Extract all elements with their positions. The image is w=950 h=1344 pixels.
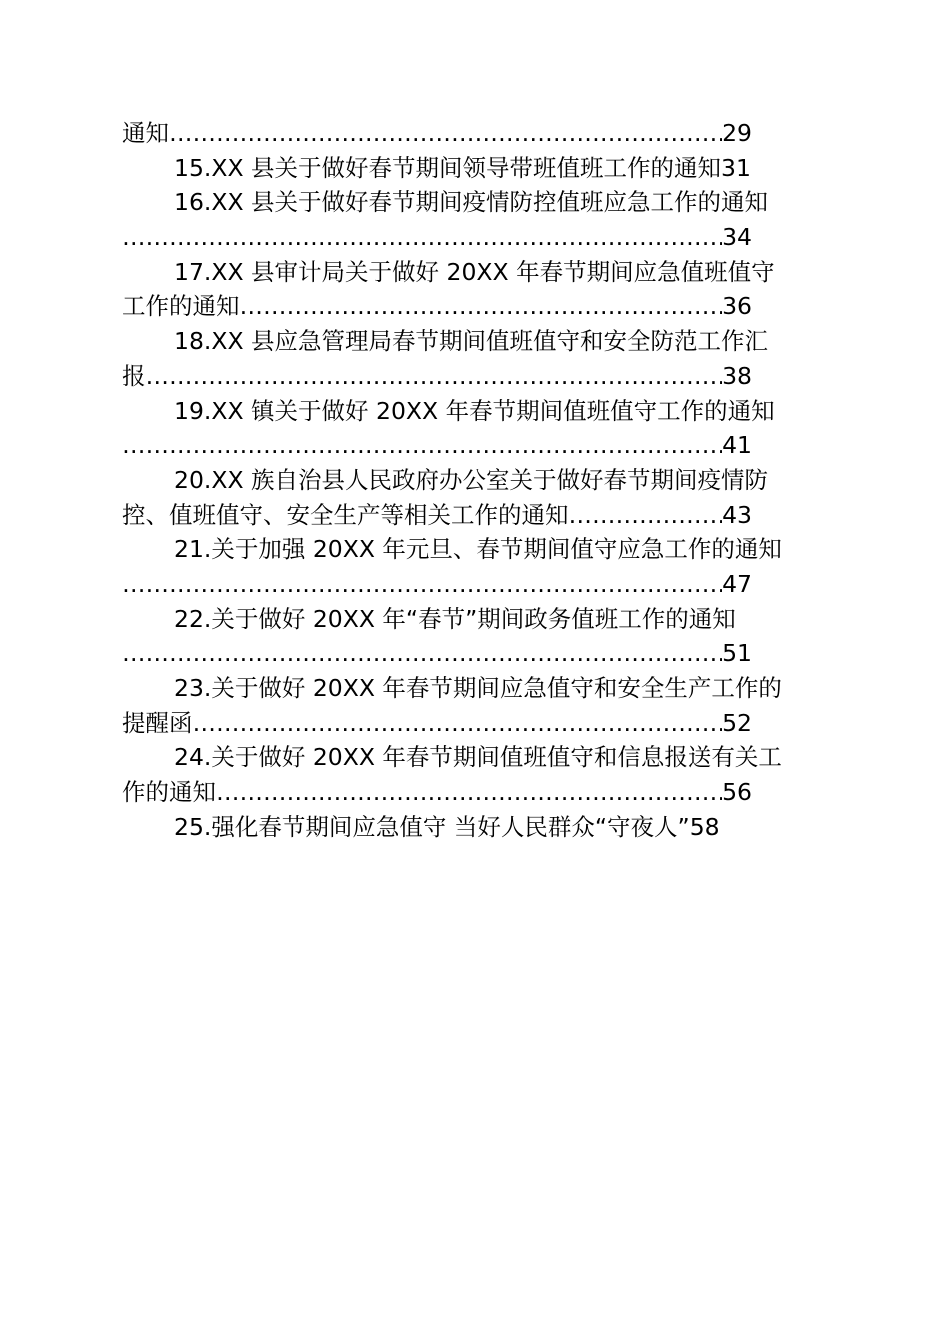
- toc-line: [122, 810, 838, 845]
- toc-entry-text: 25.强化春节期间应急值守 当好人民群众“守夜人”: [174, 812, 690, 841]
- toc-entry-text: 21.关于加强 20XX 年元旦、春节期间值守应急工作的通知: [174, 535, 782, 564]
- toc-entry-text: 22.关于做好 20XX 年“春节”期间政务值班工作的通知: [174, 604, 736, 633]
- toc-entry-text: 报: [122, 361, 146, 390]
- toc-entry-text: 控、值班值守、安全生产等相关工作的通知: [122, 500, 569, 529]
- toc-line: [122, 289, 838, 324]
- toc-line: [122, 567, 838, 602]
- toc-page-number: 47: [722, 569, 752, 598]
- toc-line: [122, 255, 838, 290]
- toc-line: [122, 671, 838, 706]
- toc-page-number: 58: [689, 812, 720, 841]
- toc-line: [122, 602, 838, 637]
- toc-line: [122, 151, 838, 186]
- toc-page-number: 43: [722, 500, 752, 529]
- toc-line: [122, 463, 838, 498]
- leader-dots: [146, 359, 723, 394]
- toc-entry-text: 18.XX 县应急管理局春节期间值班值守和安全防范工作汇: [174, 327, 769, 356]
- toc-line: [122, 359, 838, 394]
- toc-page-number: 56: [722, 778, 752, 807]
- toc-entry-text: 16.XX 县关于做好春节期间疫情防控值班应急工作的通知: [174, 188, 769, 217]
- toc-line: [122, 324, 838, 359]
- toc-entry-text: 提醒函: [122, 708, 193, 737]
- leader-dots: [122, 220, 722, 255]
- toc-page-number: 41: [722, 431, 752, 460]
- toc-entry-text: 20.XX 族自治县人民政府办公室关于做好春节期间疫情防: [174, 465, 769, 494]
- leader-dots: [122, 636, 722, 671]
- toc-entry-text: 17.XX 县审计局关于做好 20XX 年春节期间应急值班值守: [174, 257, 775, 286]
- toc-page-number: 36: [722, 292, 752, 321]
- toc-line: [122, 706, 838, 741]
- leader-dots: [169, 116, 722, 151]
- toc-page-number: 31: [721, 153, 751, 182]
- toc-entry-text: 作的通知: [122, 778, 216, 807]
- toc-entry-text: 19.XX 镇关于做好 20XX 年春节期间值班值守工作的通知: [174, 396, 775, 425]
- toc-line: [122, 636, 838, 671]
- toc-page-number: 51: [722, 639, 752, 668]
- toc-line: [122, 532, 838, 567]
- toc-entry-text: 23.关于做好 20XX 年春节期间应急值守和安全生产工作的: [174, 674, 782, 702]
- toc-page-number: 52: [722, 708, 752, 737]
- toc-line: [122, 775, 838, 810]
- toc-entry-text: 15.XX 县关于做好春节期间领导带班值班工作的通知: [174, 153, 722, 182]
- toc-line: [122, 185, 838, 220]
- leader-dots: [216, 775, 722, 810]
- leader-dots: [569, 498, 723, 533]
- toc-line: [122, 498, 838, 533]
- table-of-contents: [122, 116, 838, 844]
- toc-line: [122, 740, 838, 775]
- leader-dots: [122, 428, 722, 463]
- toc-entry-text: 24.关于做好 20XX 年春节期间值班值守和信息报送有关工: [174, 743, 782, 772]
- toc-page-number: 29: [722, 119, 752, 147]
- toc-line: [122, 394, 838, 429]
- toc-entry-text: 通知: [122, 119, 169, 147]
- leader-dots: [193, 706, 723, 741]
- toc-page-number: 34: [722, 223, 752, 252]
- toc-line: [122, 220, 838, 255]
- toc-line: [122, 428, 838, 463]
- toc-line: [122, 116, 838, 151]
- leader-dots: [240, 289, 723, 324]
- toc-page-number: 38: [722, 361, 752, 390]
- toc-entry-text: 工作的通知: [122, 292, 240, 321]
- leader-dots: [122, 567, 722, 602]
